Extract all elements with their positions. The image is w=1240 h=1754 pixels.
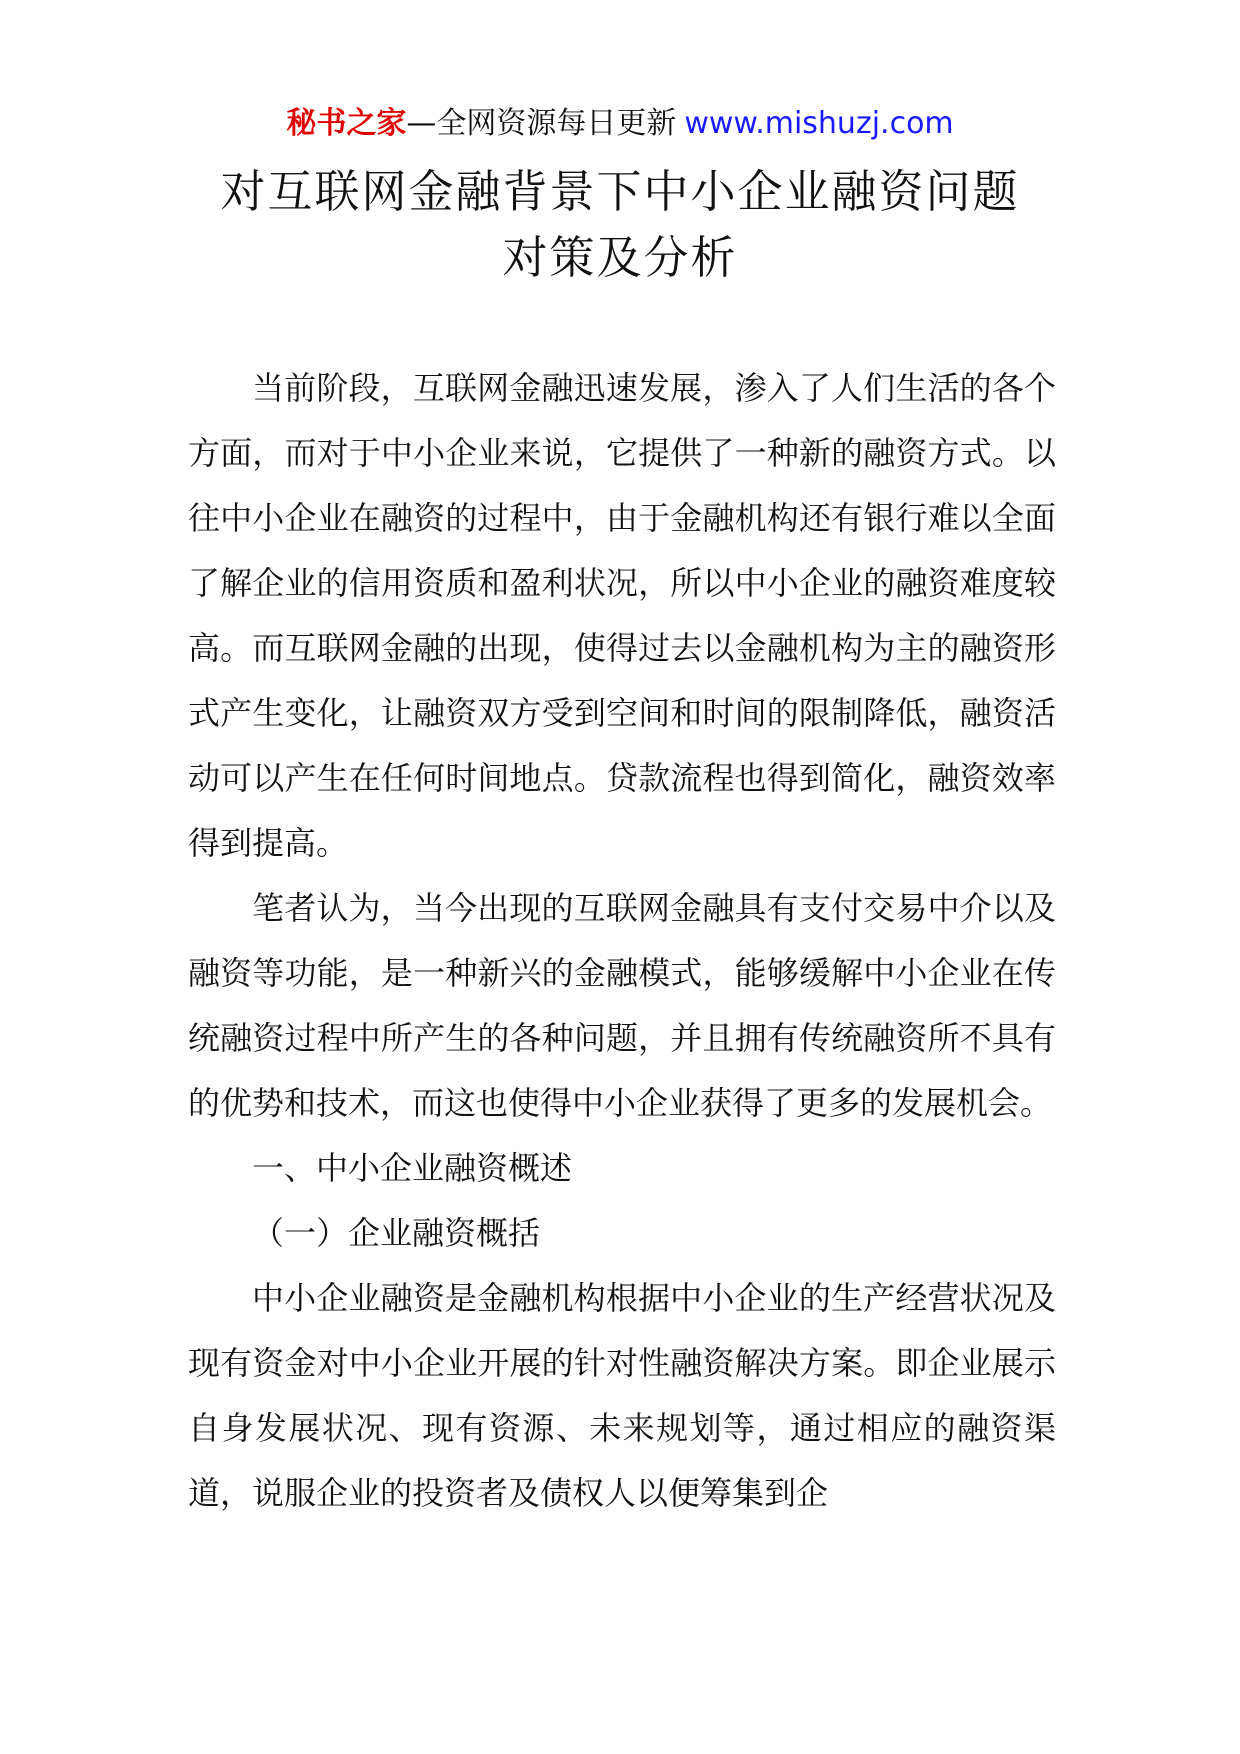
document-title-line-2: 对策及分析	[502, 231, 738, 284]
paragraph-opinion: 笔者认为，当今出现的互联网金融具有支付交易中介以及融资等功能，是一种新兴的金融模式，能够缓解中小企业在传统融资过程中所产生的各种问题，并且拥有传统融资所不具有的优势和技术，而这也使得中小企业获得了更多的发展机会。	[188, 889, 1056, 1122]
site-header	[0, 104, 1240, 144]
section-heading: 一、中小企业融资概述	[252, 1149, 573, 1187]
paragraph-intro: 当前阶段，互联网金融迅速发展，渗入了人们生活的各个方面，而对于中小企业来说，它提供了一种新的融资方式。以往中小企业在融资的过程中，由于金融机构还有银行难以全面了解企业的信用资质和盈利状况，所以中小企业的融资难度较高。而互联网金融的出现，使得过去以金融机构为主的融资形式产生变化，让融资双方受到空间和时间的限制降低，融资活动可以产生在任何时间地点。贷款流程也得到简化，融资效率得到提高。	[188, 369, 1056, 862]
document-body	[188, 356, 1056, 1526]
subsection-heading: （一）企业融资概括	[252, 1214, 541, 1252]
document-title-line-1: 对互联网金融背景下中小企业融资问题	[220, 165, 1020, 218]
site-url-link[interactable]: www.mishuzj.com	[684, 106, 954, 141]
paragraph-financing-definition: 中小企业融资是金融机构根据中小企业的生产经营状况及现有资金对中小企业开展的针对性融资解决方案。即企业展示自身发展状况、现有资源、未来规划等，通过相应的融资渠道，说服企业的投资者及债权人以便筹集到企	[188, 1279, 1056, 1512]
brand-name: 秘书之家	[286, 106, 407, 141]
header-tagline: —全网资源每日更新	[406, 106, 677, 141]
